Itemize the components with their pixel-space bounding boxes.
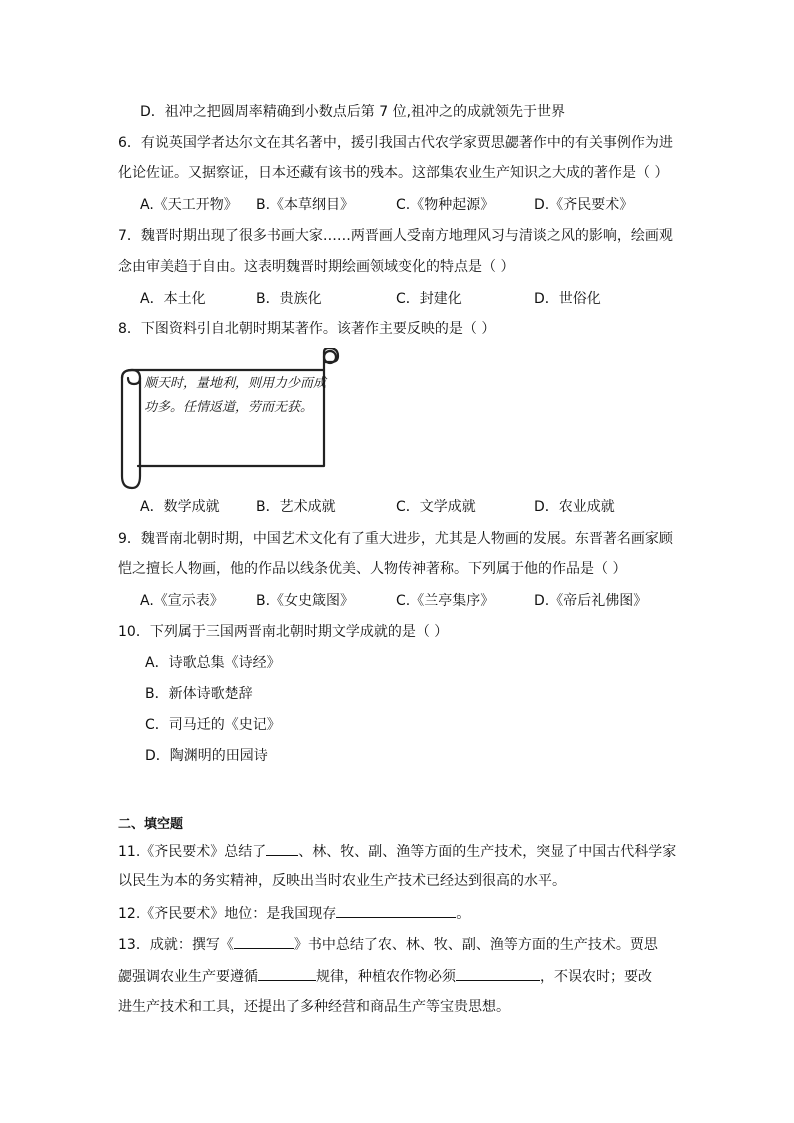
q10-option-b: B．新体诗歌楚辞 xyxy=(145,686,253,702)
q10-option-a: A．诗歌总集《诗经》 xyxy=(145,655,281,671)
q9-options xyxy=(0,591,794,611)
q13-text-l2b: 规律，种植农作物必须 xyxy=(316,969,456,985)
q12-text-pre: 12.《齐民要术》地位：是我国现存 xyxy=(118,906,337,922)
q7-stem-line2: 念由审美趋于自由。这表明魏晋时期绘画领域变化的特点是（ ） xyxy=(118,259,515,275)
q13-text-l2a: 勰强调农业生产要遵循 xyxy=(118,969,258,985)
q13-text-l2c: ，不误农时；要改 xyxy=(540,969,652,985)
q11-text-pre: 11.《齐民要术》总结了 xyxy=(118,844,267,860)
section-title-fill-in: 二、填空题 xyxy=(118,817,184,832)
q10-option-d: D．陶渊明的田园诗 xyxy=(145,748,268,764)
scroll-quote: 顺天时，量地利，则用力少而成功多。任情返道，劳而无获。 xyxy=(144,376,327,415)
q8-options xyxy=(0,497,794,517)
q8-option-a: A．数学成就 xyxy=(140,499,220,515)
q9-option-a: A.《宣示表》 xyxy=(140,593,224,609)
q7-option-b: B．贵族化 xyxy=(256,291,322,307)
q13-blank-law[interactable] xyxy=(258,966,316,981)
q11-line1 xyxy=(118,841,676,862)
q9-stem-line2: 恺之擅长人物画，他的作品以线条优美、人物传神著称。下列属于他的作品是（ ） xyxy=(118,561,627,577)
q13-line1 xyxy=(118,934,658,955)
q13-line2 xyxy=(118,966,652,987)
q9-option-b: B.《女史箴图》 xyxy=(256,593,355,609)
q9-stem-line1: 9．魏晋南北朝时期，中国艺术文化有了重大进步，尤其是人物画的发展。东晋著名画家顾 xyxy=(118,531,673,547)
q6-options xyxy=(0,195,794,215)
q10-stem: 10．下列属于三国两晋南北朝时期文学成就的是（ ） xyxy=(118,624,449,640)
q8-option-b: B．艺术成就 xyxy=(256,499,336,515)
q9-option-c: C.《兰亭集序》 xyxy=(396,593,495,609)
q6-stem-line1: 6．有说英国学者达尔文在其名著中，援引我国古代农学家贾思勰著作中的有关事例作为进 xyxy=(118,135,673,151)
q7-stem-line1: 7．魏晋时期出现了很多书画大家……两晋画人受南方地理风习与清谈之风的影响，绘画观 xyxy=(118,228,673,244)
q10-option-c: C．司马迁的《史记》 xyxy=(145,717,281,733)
q13-text-mid: 》书中总结了农、林、牧、副、渔等方面的生产技术。贾思 xyxy=(293,937,658,953)
q7-option-c: C．封建化 xyxy=(396,291,462,307)
q12-blank[interactable] xyxy=(336,903,456,918)
q6-option-d: D.《齐民要术》 xyxy=(534,197,634,213)
q8-option-c: C．文学成就 xyxy=(396,499,476,515)
q6-option-c: C.《物种起源》 xyxy=(396,197,495,213)
q6-stem-line2: 化论佐证。又据察证，日本还藏有该书的残本。这部集农业生产知识之大成的著作是（ ） xyxy=(118,165,669,181)
q7-option-d: D．世俗化 xyxy=(534,291,601,307)
q7-options xyxy=(0,289,794,309)
q8-stem: 8．下图资料引自北朝时期某著作。该著作主要反映的是（ ） xyxy=(118,321,496,337)
q11-blank[interactable] xyxy=(266,841,298,856)
q5-option-d: D．祖冲之把圆周率精确到小数点后第 7 位,祖冲之的成就领先于世界 xyxy=(140,104,566,120)
q13-blank-book[interactable] xyxy=(234,934,294,949)
q7-option-a: A．本土化 xyxy=(140,291,206,307)
q11-line2: 以民生为本的务实精神，反映出当时农业生产技术已经达到很高的水平。 xyxy=(118,873,566,889)
scroll-figure xyxy=(118,348,344,490)
q6-option-b: B.《本草纲目》 xyxy=(256,197,355,213)
q12-text-post: 。 xyxy=(456,906,471,922)
q12-line xyxy=(118,903,470,924)
q8-option-d: D．农业成就 xyxy=(534,499,615,515)
q9-option-d: D.《帝后礼佛图》 xyxy=(534,593,648,609)
q13-text-pre: 13．成就：撰写《 xyxy=(118,937,234,953)
q13-blank-season[interactable] xyxy=(456,966,540,981)
q13-line3: 进生产技术和工具，还提出了多种经营和商品生产等宝贵思想。 xyxy=(118,999,510,1015)
q11-text-post: 、林、牧、副、渔等方面的生产技术，突显了中国古代科学家 xyxy=(298,844,677,860)
q6-option-a: A.《天工开物》 xyxy=(140,197,238,213)
